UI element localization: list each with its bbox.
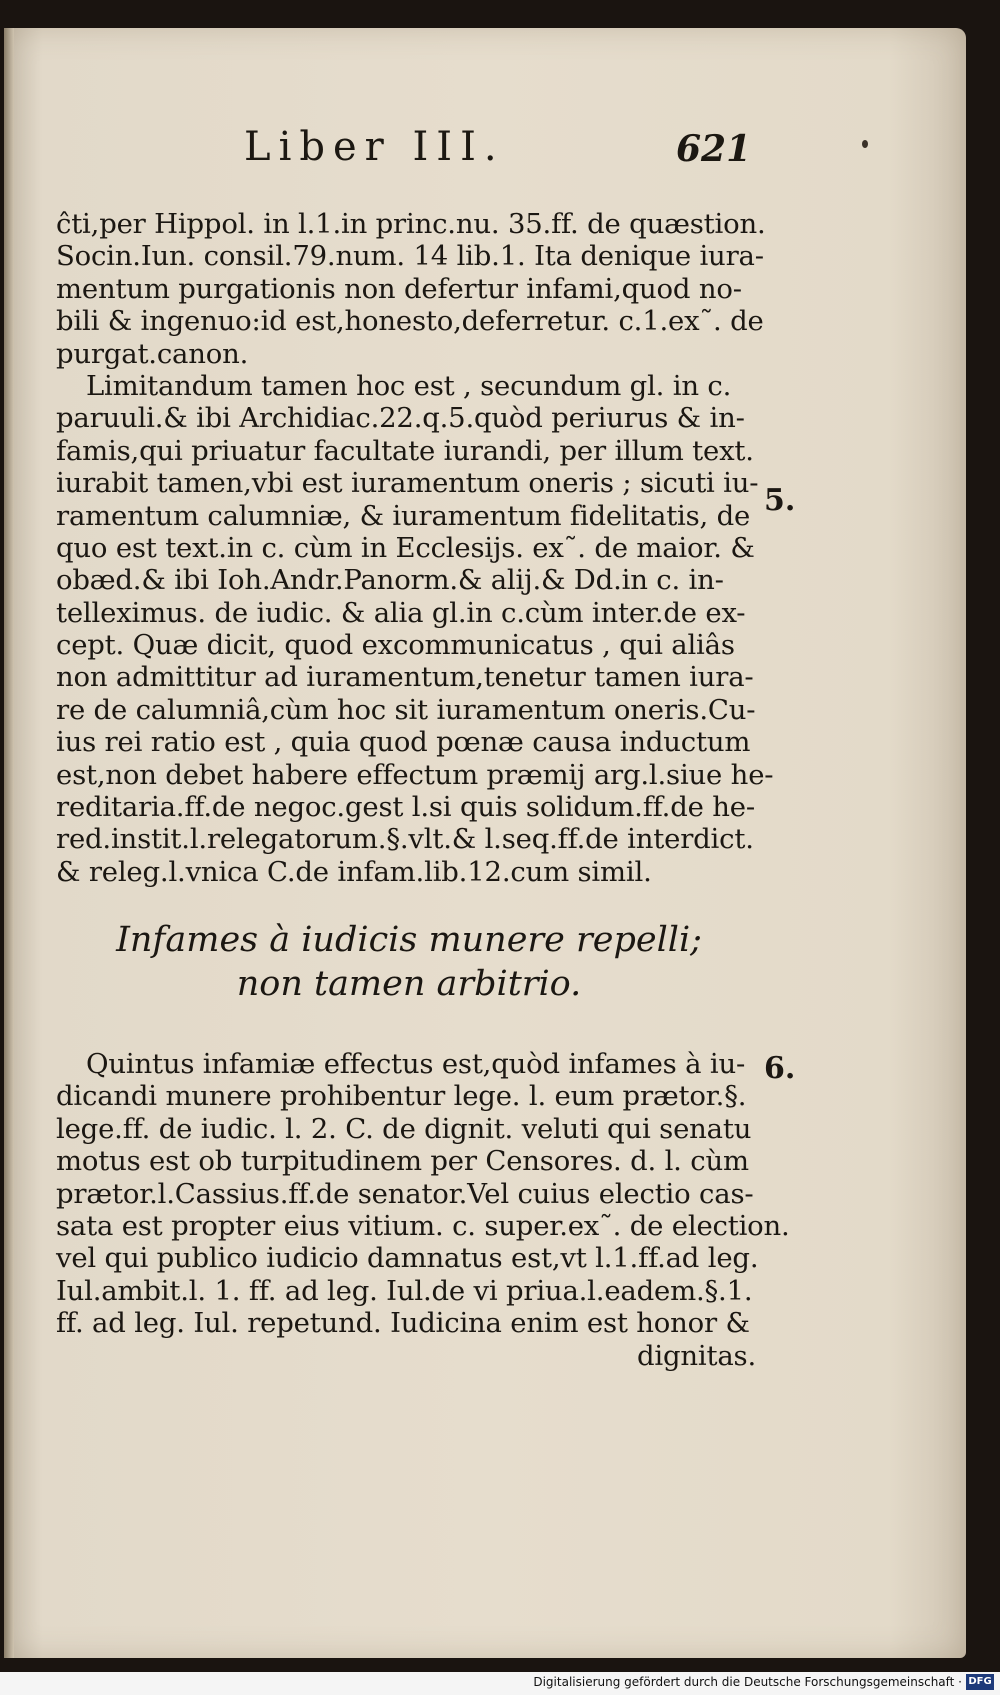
text-line: ff. ad leg. Iul. repetund. Iudicina enim est honor & — [56, 1307, 750, 1340]
text-line: non admittitur ad iuramentum,tenetur tamen iura- — [56, 661, 754, 694]
text-line: quo est text.in c. cùm in Ecclesijs. ex˜. de maior. & — [56, 531, 755, 564]
text-line: re de calumniâ,cùm hoc sit iuramentum oneris.Cu- — [56, 693, 756, 726]
text-line: bili & ingenuo:id est,honesto,deferretur. c.1.ex˜. de — [56, 305, 764, 338]
text-line: prætor.l.Cassius.ff.de senator.Vel cuius electio cas- — [56, 1177, 754, 1210]
text-line: cept. Quæ dicit, quod excommunicatus , qui aliâs — [56, 629, 735, 662]
text-line: dignitas. — [636, 1339, 756, 1372]
text-line: reditaria.ff.de negoc.gest l.si quis solidum.ff.de he- — [56, 791, 755, 824]
text-line: lege.ff. de iudic. l. 2. C. de dignit. veluti qui senatu — [56, 1112, 752, 1145]
dfg-logo: DFG — [966, 1674, 994, 1690]
text-line: ius rei ratio est , quia quod pœnæ causa inductum — [56, 726, 751, 759]
margin-note-5: 5. — [764, 483, 796, 518]
page-number: 621 — [676, 128, 752, 170]
text-line: Limitandum tamen hoc est , secundum gl. in c. — [86, 369, 732, 402]
text-line: purgat.canon. — [56, 337, 249, 370]
heading-line: Infames à iudicis munere repelli; — [116, 920, 702, 960]
text-line: telleximus. de iudic. & alia gl.in c.cùm inter.de ex- — [56, 596, 746, 629]
text-line: paruuli.& ibi Archidiac.22.q.5.quòd periurus & in- — [56, 402, 745, 435]
text-line: Iul.ambit.l. 1. ff. ad leg. Iul.de vi priua.l.eadem.§.1. — [56, 1274, 753, 1307]
section-heading — [64, 918, 754, 1006]
paragraph-block-2 — [56, 1048, 790, 1372]
running-head — [4, 124, 966, 184]
page-binding-edge — [4, 28, 14, 1658]
text-line: motus est ob turpitudinem per Censores. d. l. cùm — [56, 1145, 749, 1178]
text-line: famis,qui priuatur facultate iurandi, per illum text. — [56, 434, 754, 467]
ink-speck — [862, 140, 868, 148]
text-line: & releg.l.vnica C.de infam.lib.12.cum simil. — [56, 855, 652, 888]
text-line: ĉti,per Hippol. in l.1.in princ.nu. 35.ff. de quæstion. — [56, 208, 766, 240]
margin-note-6: 6. — [764, 1051, 796, 1086]
text-line: iurabit tamen,vbi est iuramentum oneris ; sicuti iu- — [56, 467, 759, 500]
footer-credit: Digitalisierung gefördert durch die Deutsche Forschungsgemeinschaft · — [533, 1675, 962, 1689]
book-page — [4, 28, 966, 1658]
text-line: obæd.& ibi Ioh.Andr.Panorm.& alij.& Dd.in c. in- — [56, 564, 724, 597]
text-line: Socin.Iun. consil.79.num. 14 lib.1. Ita denique iura- — [56, 240, 764, 273]
heading-line: non tamen arbitrio. — [236, 964, 582, 1004]
text-line: est,non debet habere effectum præmij arg.l.siue he- — [56, 758, 774, 791]
paragraph-block-1 — [56, 208, 774, 888]
text-line: vel qui publico iudicio damnatus est,vt l.1.ff.ad leg. — [56, 1242, 759, 1275]
text-line: mentum purgationis non defertur infami,quod no- — [56, 272, 742, 305]
text-line: Quintus infamiæ effectus est,quòd infames à iu- — [86, 1048, 746, 1080]
running-title: Liber III. — [244, 124, 505, 170]
text-line: dicandi munere prohibentur lege. l. eum prætor.§. — [56, 1080, 747, 1113]
text-line: ramentum calumniæ, & iuramentum fidelitatis, de — [56, 499, 751, 532]
footer-bar — [0, 1672, 1000, 1695]
text-line: sata est propter eius vitium. c. super.ex˜. de election. — [56, 1209, 790, 1242]
text-line: red.instit.l.relegatorum.§.vlt.& l.seq.ff.de interdict. — [56, 823, 754, 856]
